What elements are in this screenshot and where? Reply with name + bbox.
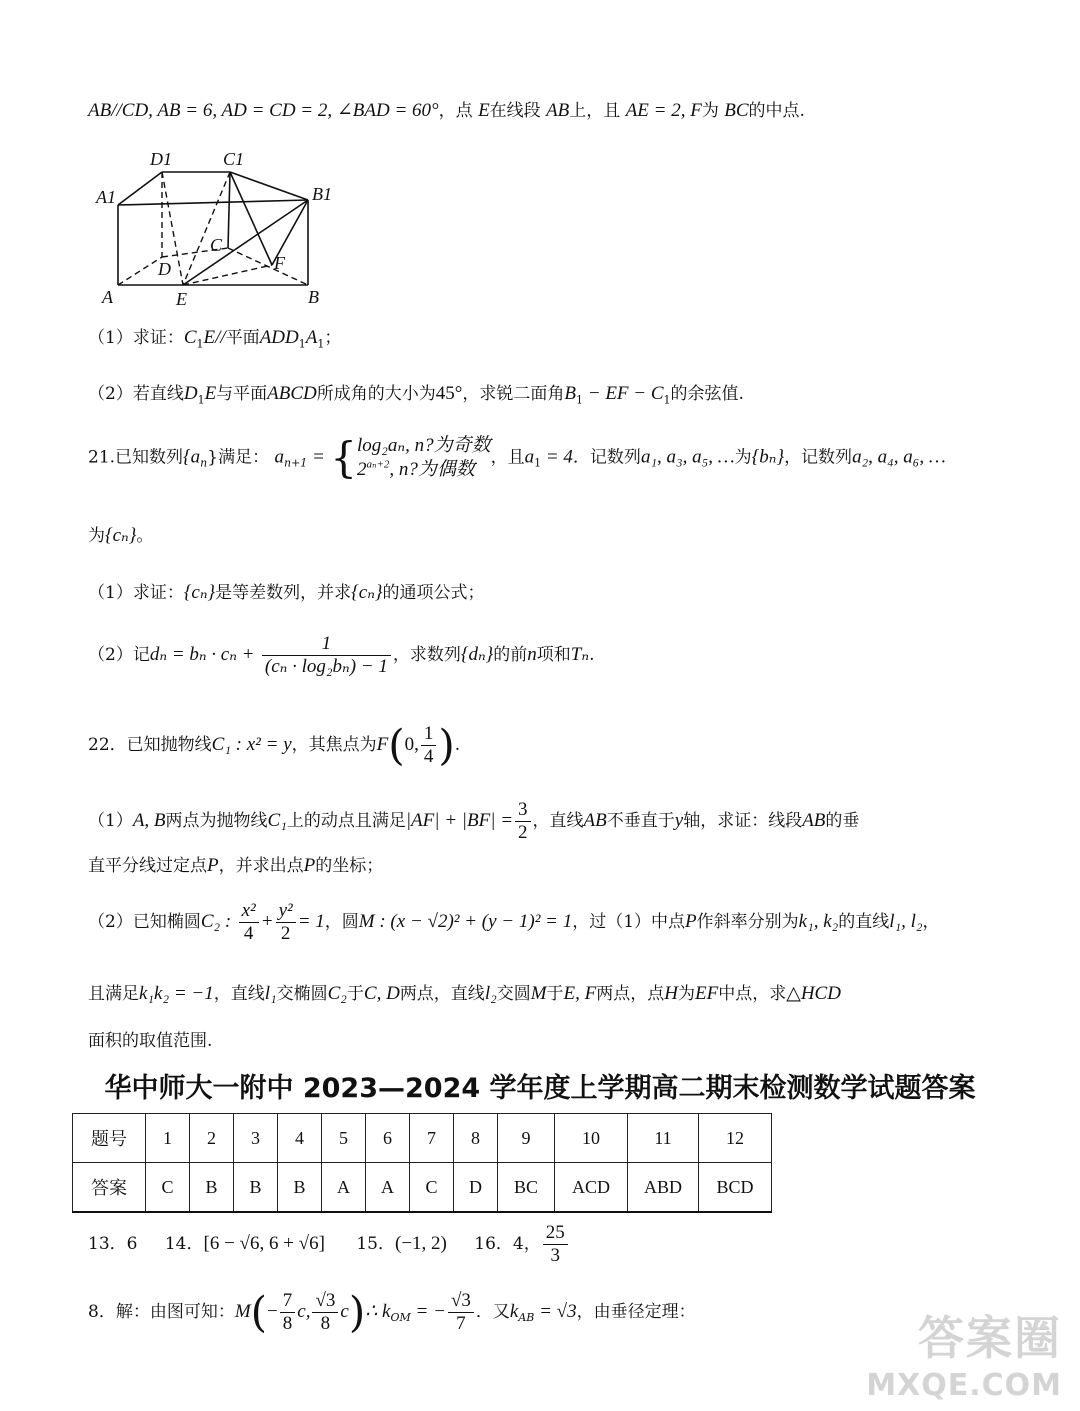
table-cell: ABD bbox=[628, 1163, 699, 1213]
table-cell: 9 bbox=[498, 1114, 555, 1163]
watermark-logo: 答案圈 MXQE.COM bbox=[866, 1311, 1062, 1403]
table-cell: B bbox=[278, 1163, 322, 1213]
label-e: E bbox=[176, 289, 187, 309]
question-21-1: （1）求证：{cₙ}是等差数列，并求{cₙ}的通项公式； bbox=[88, 582, 485, 603]
table-cell: 5 bbox=[322, 1114, 366, 1163]
label-a1: A1 bbox=[96, 187, 116, 207]
table-cell: B bbox=[190, 1163, 234, 1213]
question-22-1: （1）A, B两点为抛物线C₁上的动点且满足|AF| + |BF| = $\frac{3}{2}$ ，直线AB不垂直于y轴，求证：线段AB的垂 bbox=[88, 799, 860, 843]
fraction: $\frac{25}{3}$ bbox=[543, 1222, 568, 1267]
table-cell: 题号 bbox=[73, 1114, 146, 1163]
table-cell: 3 bbox=[234, 1114, 278, 1163]
label-a: A bbox=[102, 287, 113, 307]
table-cell: A bbox=[322, 1163, 366, 1213]
question-21-2: （2）记dₙ = bₙ · cₙ + $\frac{1}{\text{(cₙ · log₂bₙ) − 1}}$ ，求数列{dₙ}的前n项和Tₙ. bbox=[88, 633, 595, 677]
question-22-2-line3: 面积的取值范围. bbox=[88, 1031, 213, 1051]
table-cell: C bbox=[410, 1163, 454, 1213]
label-d1: D1 bbox=[150, 149, 172, 169]
table-cell: BCD bbox=[699, 1163, 772, 1213]
question-22-1-line2: 直平分线过定点P，并求出点P的坐标； bbox=[88, 855, 384, 876]
label-b: B bbox=[308, 287, 319, 307]
question-22-2-line2: 且满足k₁k₂ = −1，直线l₁交椭圆C₂于C, D两点，直线l₂交圆M于E, F两点，点H为EF中点，求△HCD bbox=[88, 983, 841, 1004]
label-d: D bbox=[158, 259, 171, 279]
table-cell: A bbox=[366, 1163, 410, 1213]
label-b1: B1 bbox=[312, 184, 332, 204]
table-cell: 4 bbox=[278, 1114, 322, 1163]
table-cell: 11 bbox=[628, 1114, 699, 1163]
table-cell: BC bbox=[498, 1163, 555, 1213]
table-cell: 10 bbox=[555, 1114, 628, 1163]
fraction: $\frac{1}{\text{(cₙ · log₂bₙ) − 1}}$ bbox=[262, 633, 391, 678]
fraction: $\frac{\text{y²}}{2}$ bbox=[276, 900, 296, 945]
piecewise-definition: log₂aₙ, n?为奇数 $2^{a_n+2}$, n?为偶数 bbox=[357, 435, 491, 480]
table-cell: 7 bbox=[410, 1114, 454, 1163]
table-cell: 12 bbox=[699, 1114, 772, 1163]
solution-8: 8．解：由图可知：M(− $\frac{7}{8}$ c, $\frac{√3}{8}$ c)∴ $k_{OM}$ = − $\frac{√3}{7}$ ．又$k_{AB} = √3$，由垂径定理： bbox=[88, 1287, 696, 1337]
problem-22: 22．已知抛物线C₁ : x² = y，其焦点为F(0, $\frac{1}{4}$ ). bbox=[88, 720, 461, 770]
table-row bbox=[73, 1114, 772, 1163]
problem-20-condition: AB//CD, AB = 6, AD = CD = 2, ∠BAD = 60°，点 E在线段 AB上，且 AE = 2, F为 BC的中点. bbox=[88, 100, 805, 121]
question-20-1: （1）求证：$C_1E//$平面$ADD_1A_1$； bbox=[88, 327, 342, 351]
fill-in-answers: 13．6 14．[6 − √6, 6 + √6] 15．(−1, 2) 16．4， $\frac{25}{3}$ bbox=[88, 1222, 570, 1267]
table-cell: 6 bbox=[366, 1114, 410, 1163]
fraction: $\frac{1}{4}$ bbox=[421, 723, 437, 768]
question-22-2: （2）已知椭圆C₂ : $\frac{\text{x²}}{4}$ + $\frac{\text{y²}}{2}$ = 1，圆M : (x − √2)² + (y − 1)² = 1，过（1）中点P作斜率分别为k₁, k₂的直线l₁, l₂， bbox=[88, 900, 940, 944]
label-c: C bbox=[210, 235, 223, 255]
table-cell: C bbox=[146, 1163, 190, 1213]
label-f: F bbox=[274, 253, 285, 273]
fraction: $\frac{\text{x²}}{4}$ bbox=[239, 900, 259, 945]
fraction: $\frac{7}{8}$ bbox=[280, 1290, 296, 1335]
table-cell: 8 bbox=[454, 1114, 498, 1163]
problem-21: 21.已知数列$\{a_n\}$满足： $a_{n+1}$ = { log₂aₙ, n?为奇数 $2^{a_n+2}$, n?为偶数 ，且$a_1 = 4$．记数列a₁, a₃, a₅, …为{bₙ}，记数列a₂, a₄, a₆, … bbox=[88, 432, 946, 482]
table-cell: 1 bbox=[146, 1114, 190, 1163]
fraction: $\frac{√3}{7}$ bbox=[448, 1290, 474, 1335]
table-row bbox=[73, 1163, 772, 1213]
table-cell: ACD bbox=[555, 1163, 628, 1213]
answer-table bbox=[72, 1113, 772, 1213]
label-c1: C1 bbox=[223, 149, 245, 169]
table-cell: 答案 bbox=[73, 1163, 146, 1213]
table-cell: B bbox=[234, 1163, 278, 1213]
fraction: $\frac{√3}{8}$ bbox=[312, 1290, 338, 1335]
question-20-2: （2）若直线$D_1E$与平面ABCD所成角的大小为45°，求锐二面角$B_1$ − EF − $C_1$的余弦值. bbox=[88, 383, 744, 407]
fraction: $\frac{3}{2}$ bbox=[515, 799, 531, 844]
math-conditions: AB//CD, AB = 6, AD = CD = 2, ∠BAD = 60° bbox=[88, 100, 439, 121]
table-cell: D bbox=[454, 1163, 498, 1213]
problem-21-line2: 为{cₙ}。 bbox=[88, 525, 154, 546]
answer-title: 华中师大一附中 2023—2024 学年度上学期高二期末检测数学试题答案 bbox=[104, 1073, 976, 1104]
prism-figure bbox=[90, 145, 350, 315]
table-cell: 2 bbox=[190, 1114, 234, 1163]
